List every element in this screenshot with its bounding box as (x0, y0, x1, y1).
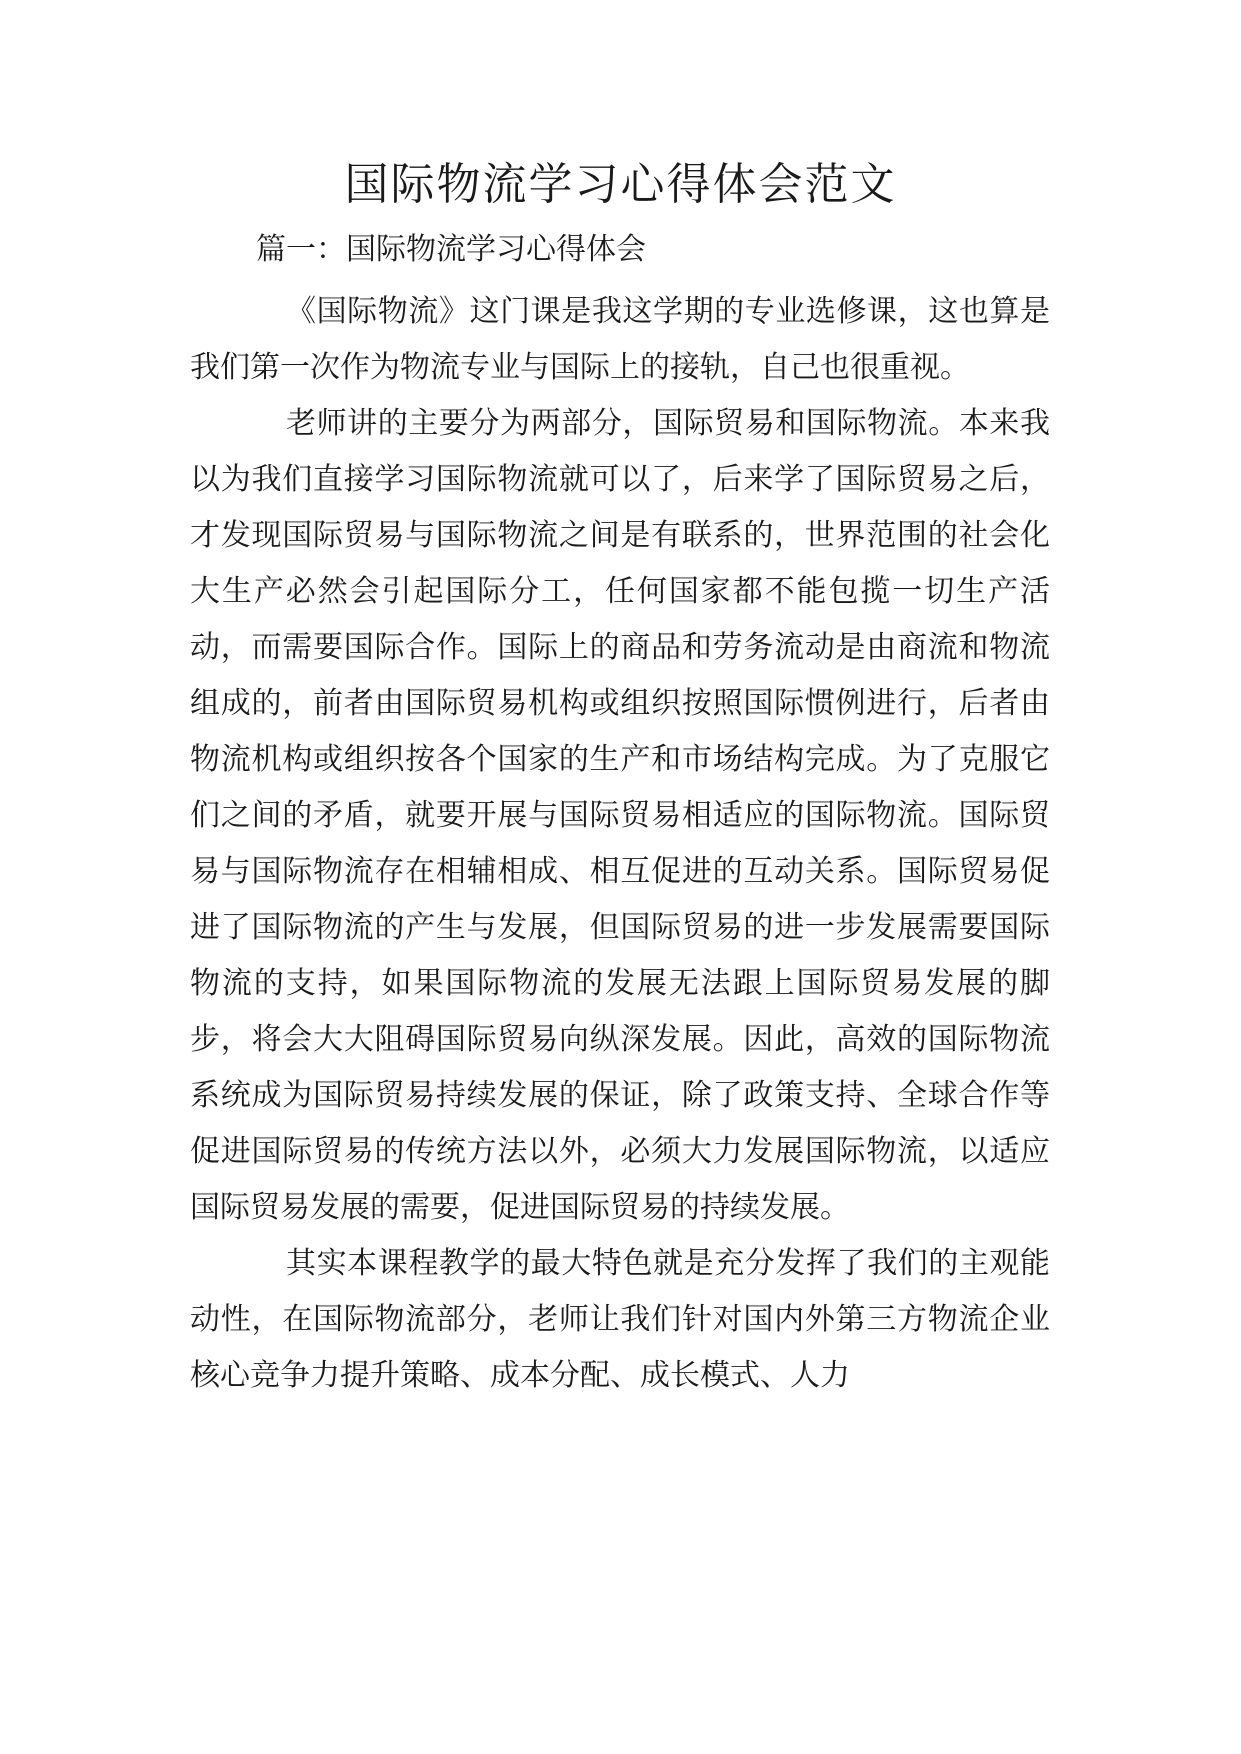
section-heading: 篇一：国际物流学习心得体会 (256, 232, 646, 267)
paragraph-3: 其实本课程教学的最大特色就是充分发挥了我们的主观能动性，在国际物流部分，老师让我们针对国内外第三方物流企业核心竞争力提升策略、成本分配、成长模式、人力 (190, 1246, 1050, 1393)
document-title: 国际物流学习心得体会范文 (344, 159, 897, 210)
paragraph-2: 老师讲的主要分为两部分，国际贸易和国际物流。本来我以为我们直接学习国际物流就可以了，后来学了国际贸易之后，才发现国际贸易与国际物流之间是有联系的，世界范围的社会化大生产必然会引起国际分工，任何国家都不能包揽一切生产活动，而需要国际合作。国际上的商品和劳务流动是由商流和物流组成的，前者由国际贸易机构或组织按照国际惯例进行，后者由物流机构或组织按各个国家的生产和市场结构完成。为了克服它们之间的矛盾，就要开展与国际贸易相适应的国际物流。国际贸易与国际物流存在相辅相成、相互促进的互动关系。国际贸易促进了国际物流的产生与发展，但国际贸易的进一步发展需要国际物流的支持，如果国际物流的发展无法跟上国际贸易发展的脚步，将会大大阻碍国际贸易向纵深发展。因此，高效的国际物流系统成为国际贸易持续发展的保证，除了政策支持、全球合作等促进国际贸易的传统方法以外，必须大力发展国际物流，以适应国际贸易发展的需要，促进国际贸易的持续发展。 (190, 406, 1050, 1225)
document-body (190, 284, 1050, 1404)
paragraph-1: 《国际物流》这门课是我这学期的专业选修课，这也算是我们第一次作为物流专业与国际上的接轨，自己也很重视。 (190, 294, 1050, 385)
